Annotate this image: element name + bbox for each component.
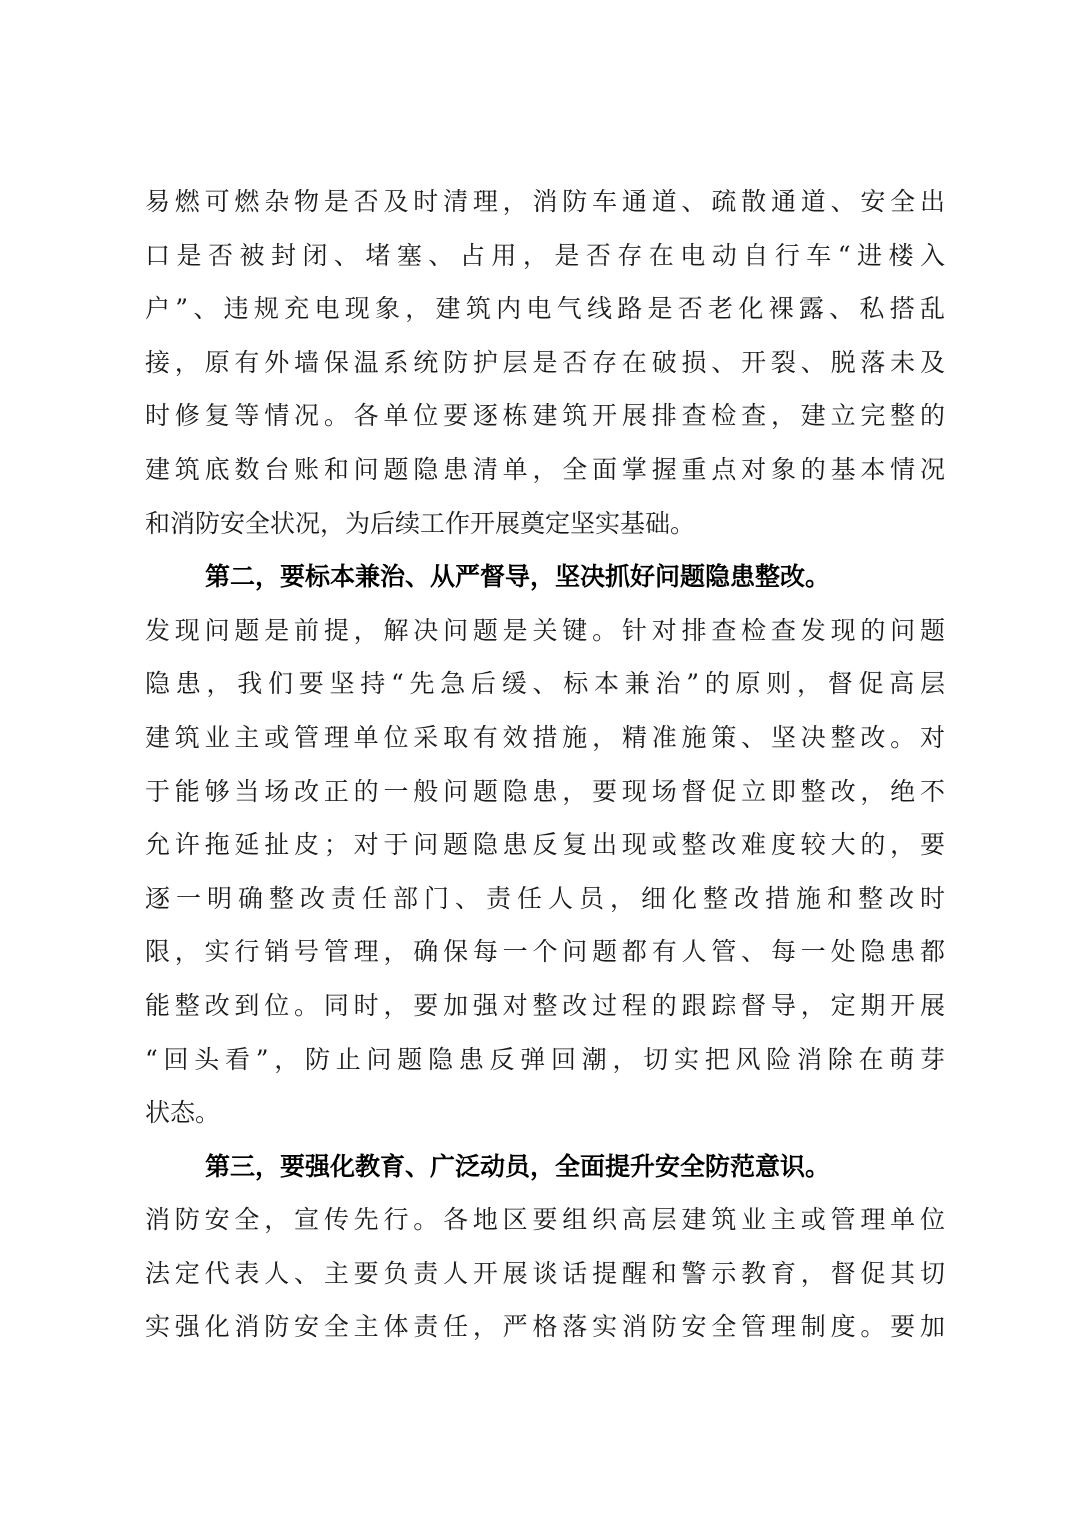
text-line: 能整改到位。同时，要加强对整改过程的跟踪督导，定期开展 [145, 990, 945, 1020]
text-line: “回头看”，防止问题隐患反弹回潮，切实把风险消除在萌芽 [145, 1044, 945, 1074]
section-heading-3: 第三，要强化教育、广泛动员，全面提升安全防范意识。 [205, 1151, 831, 1181]
document-body [145, 175, 945, 1354]
text-line: 时修复等情况。各单位要逐栋建筑开展排查检查，建立完整的 [145, 401, 945, 431]
text-line: 实强化消防安全主体责任，严格落实消防安全管理制度。要加 [145, 1312, 945, 1342]
text-line: 逐一明确整改责任部门、责任人员，细化整改措施和整改时 [145, 883, 945, 913]
text-line: 接，原有外墙保温系统防护层是否存在破损、开裂、脱落未及 [145, 347, 945, 377]
text-line: 建筑业主或管理单位采取有效措施，精准施策、坚决整改。对 [145, 722, 945, 752]
text-line: 和消防安全状况，为后续工作开展奠定坚实基础。 [145, 508, 696, 538]
text-line: 发现问题是前提，解决问题是关键。针对排查检查发现的问题 [145, 615, 945, 645]
text-line: 建筑底数台账和问题隐患清单，全面掌握重点对象的基本情况 [145, 454, 945, 484]
text-line: 于能够当场改正的一般问题隐患，要现场督促立即整改，绝不 [145, 776, 945, 806]
text-line: 口是否被封闭、堵塞、占用，是否存在电动自行车“进楼入 [145, 240, 945, 270]
text-line: 消防安全，宣传先行。各地区要组织高层建筑业主或管理单位 [145, 1205, 945, 1235]
text-line: 允许拖延扯皮；对于问题隐患反复出现或整改难度较大的，要 [145, 830, 945, 860]
text-line: 限，实行销号管理，确保每一个问题都有人管、每一处隐患都 [145, 937, 945, 967]
text-line: 户”、违规充电现象，建筑内电气线路是否老化裸露、私搭乱 [145, 294, 945, 324]
text-line: 隐患，我们要坚持“先急后缓、标本兼治”的原则，督促高层 [145, 669, 945, 699]
text-line: 状态。 [145, 1098, 221, 1128]
text-line: 易燃可燃杂物是否及时清理，消防车通道、疏散通道、安全出 [145, 187, 945, 216]
text-line: 法定代表人、主要负责人开展谈话提醒和警示教育，督促其切 [145, 1258, 945, 1288]
section-heading-2: 第二，要标本兼治、从严督导，坚决抓好问题隐患整改。 [205, 562, 831, 592]
